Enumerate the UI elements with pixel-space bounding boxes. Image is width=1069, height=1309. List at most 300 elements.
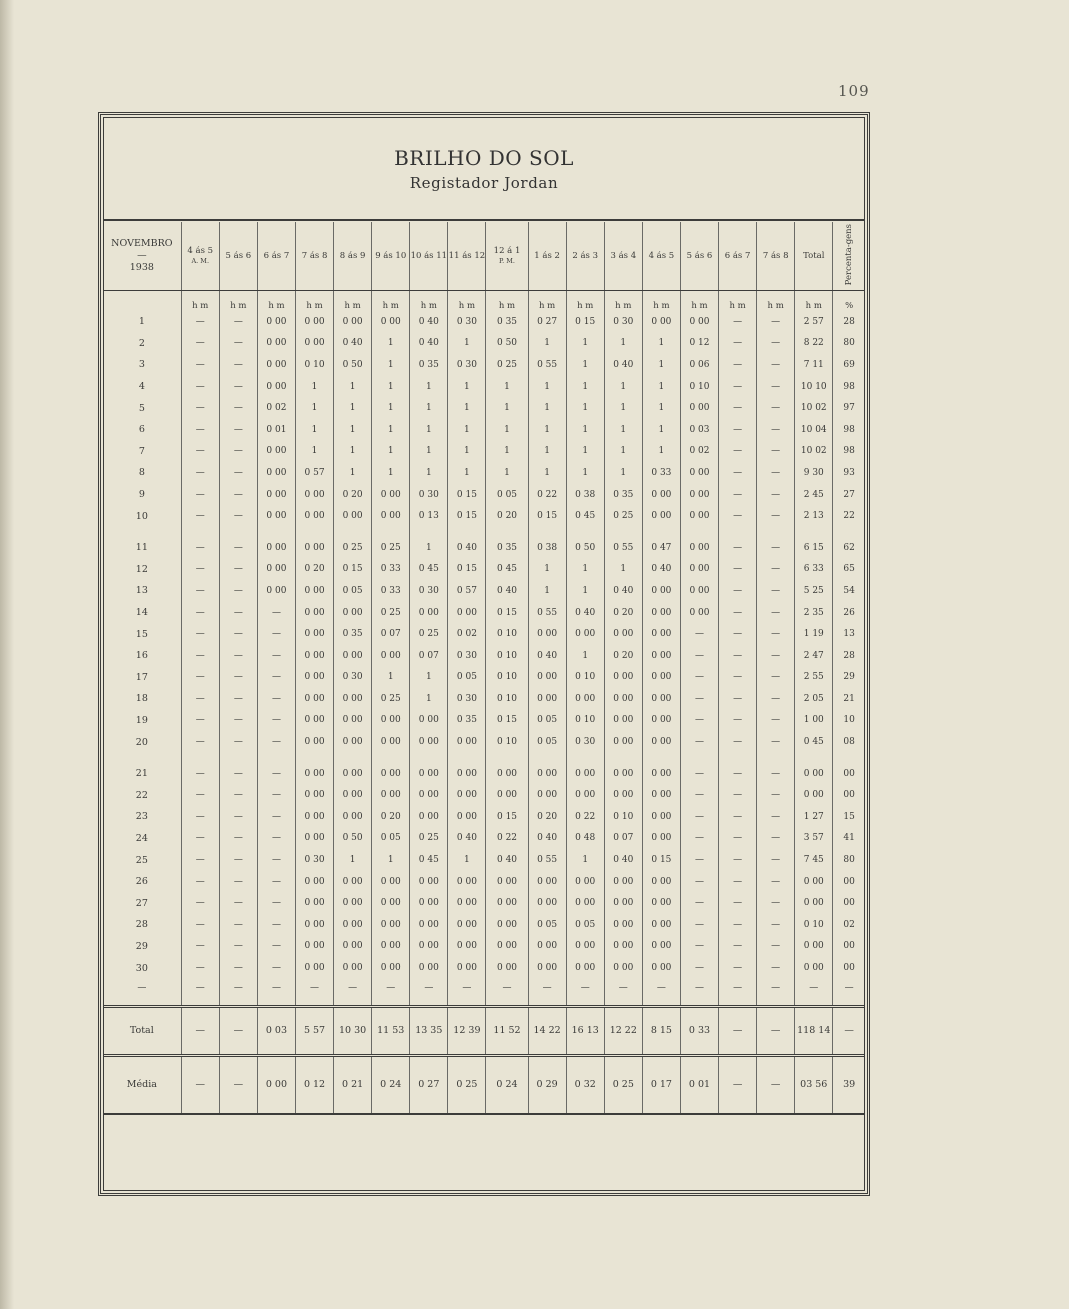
value-cell: — bbox=[757, 645, 795, 667]
value-cell: 0 57 bbox=[448, 580, 486, 602]
media-value: 0 24 bbox=[486, 1055, 528, 1114]
table-row bbox=[103, 419, 865, 441]
value-cell: 28 bbox=[833, 311, 865, 333]
value-cell: — bbox=[181, 537, 219, 559]
value-cell: — bbox=[181, 828, 219, 850]
value-cell: — bbox=[257, 645, 295, 667]
media-value: 0 24 bbox=[372, 1055, 410, 1114]
value-cell: — bbox=[181, 667, 219, 689]
value-cell: 2 57 bbox=[795, 311, 833, 333]
value-cell: 0 30 bbox=[334, 667, 372, 689]
day-cell: 9 bbox=[138, 489, 145, 501]
group-spacer bbox=[103, 753, 865, 763]
spacer-cell bbox=[833, 753, 865, 763]
table-row bbox=[103, 537, 865, 559]
value-cell: — bbox=[181, 441, 219, 463]
value-cell: 1 bbox=[486, 419, 528, 441]
value-cell: — bbox=[219, 376, 257, 398]
unit-label: h m bbox=[410, 291, 448, 312]
value-cell: 0 00 bbox=[372, 645, 410, 667]
hour-header-label: 6 ás 7 bbox=[263, 251, 290, 261]
value-cell: 0 00 bbox=[680, 505, 718, 527]
value-cell: 0 40 bbox=[642, 559, 680, 581]
value-cell: 0 25 bbox=[410, 623, 448, 645]
value-cell: 1 bbox=[448, 849, 486, 871]
value-cell: — bbox=[257, 623, 295, 645]
value-cell: 0 05 bbox=[528, 914, 566, 936]
table-row bbox=[103, 784, 865, 806]
value-cell: 0 22 bbox=[528, 484, 566, 506]
value-cell: 0 00 bbox=[528, 688, 566, 710]
value-cell: 0 00 bbox=[257, 484, 295, 506]
value-cell: — bbox=[719, 849, 757, 871]
media-value: 0 27 bbox=[410, 1055, 448, 1114]
value-cell: 0 06 bbox=[680, 354, 718, 376]
value-cell: — bbox=[680, 892, 718, 914]
value-cell: 0 10 bbox=[486, 645, 528, 667]
hour-header bbox=[257, 222, 295, 291]
spacer-cell bbox=[528, 997, 566, 1007]
value-cell: — bbox=[219, 688, 257, 710]
value-cell: — bbox=[219, 333, 257, 355]
value-cell: — bbox=[181, 580, 219, 602]
value-cell: — bbox=[219, 667, 257, 689]
total-value: 11 52 bbox=[486, 1006, 528, 1055]
title-divider bbox=[103, 219, 865, 221]
separator-row bbox=[103, 997, 865, 1007]
value-cell: 0 00 bbox=[528, 936, 566, 958]
value-cell: — bbox=[757, 936, 795, 958]
day-cell: 10 bbox=[135, 510, 148, 522]
day-cell: 7 bbox=[138, 445, 145, 457]
hour-header-label: 4 ás 5 bbox=[187, 246, 214, 256]
value-cell: 1 bbox=[528, 559, 566, 581]
value-cell: 1 bbox=[372, 441, 410, 463]
value-cell: 0 00 bbox=[372, 871, 410, 893]
value-cell: 1 bbox=[528, 397, 566, 419]
value-cell: 0 10 bbox=[604, 806, 642, 828]
value-cell: 1 bbox=[372, 333, 410, 355]
value-cell: 1 bbox=[642, 419, 680, 441]
value-cell: 0 33 bbox=[372, 580, 410, 602]
value-cell: — bbox=[181, 311, 219, 333]
value-cell: 0 00 bbox=[642, 602, 680, 624]
value-cell: 6 33 bbox=[795, 559, 833, 581]
value-cell: — bbox=[680, 849, 718, 871]
value-cell: 0 00 bbox=[257, 311, 295, 333]
value-cell: — bbox=[181, 376, 219, 398]
value-cell: 1 bbox=[448, 333, 486, 355]
value-cell: 0 40 bbox=[334, 333, 372, 355]
value-cell: — bbox=[719, 333, 757, 355]
value-cell: 0 00 bbox=[680, 537, 718, 559]
value-cell: — bbox=[719, 936, 757, 958]
value-cell: 0 40 bbox=[410, 333, 448, 355]
value-cell: 0 45 bbox=[410, 559, 448, 581]
value-cell: 0 10 bbox=[486, 667, 528, 689]
value-cell: 65 bbox=[833, 559, 865, 581]
value-cell: 97 bbox=[833, 397, 865, 419]
media-value: 0 21 bbox=[334, 1055, 372, 1114]
unit-label: h m bbox=[257, 291, 295, 312]
value-cell: 1 bbox=[528, 441, 566, 463]
value-cell: 0 00 bbox=[486, 784, 528, 806]
value-cell: 0 00 bbox=[295, 688, 333, 710]
day-cell: 2 bbox=[138, 337, 145, 349]
value-cell: 1 bbox=[486, 376, 528, 398]
value-cell: — bbox=[181, 419, 219, 441]
value-cell: 5 25 bbox=[795, 580, 833, 602]
value-cell: 1 bbox=[604, 462, 642, 484]
value-cell: 1 bbox=[566, 462, 604, 484]
value-cell: 98 bbox=[833, 376, 865, 398]
value-cell: 7 11 bbox=[795, 354, 833, 376]
value-cell: 0 00 bbox=[257, 505, 295, 527]
value-cell: — bbox=[719, 806, 757, 828]
value-cell: 2 35 bbox=[795, 602, 833, 624]
value-cell: — bbox=[181, 602, 219, 624]
value-cell: 0 25 bbox=[486, 354, 528, 376]
day-cell: 30 bbox=[135, 962, 148, 974]
header-row bbox=[103, 222, 865, 291]
value-cell: 0 45 bbox=[795, 731, 833, 753]
value-cell: 0 10 bbox=[566, 710, 604, 732]
value-cell: 0 00 bbox=[642, 892, 680, 914]
value-cell: 0 05 bbox=[334, 580, 372, 602]
value-cell: 0 00 bbox=[795, 957, 833, 979]
value-cell: 0 00 bbox=[372, 311, 410, 333]
spacer-cell bbox=[181, 753, 219, 763]
media-value: — bbox=[757, 1055, 795, 1114]
value-cell: 1 bbox=[448, 441, 486, 463]
value-cell: — bbox=[719, 559, 757, 581]
table-row bbox=[103, 580, 865, 602]
value-cell: 0 00 bbox=[448, 602, 486, 624]
media-value: — bbox=[219, 1055, 257, 1114]
value-cell: 0 02 bbox=[680, 441, 718, 463]
spacer-cell bbox=[295, 527, 333, 537]
value-cell: 1 bbox=[410, 688, 448, 710]
value-cell: 0 40 bbox=[486, 849, 528, 871]
value-cell: — bbox=[757, 505, 795, 527]
value-cell: 0 00 bbox=[334, 311, 372, 333]
value-cell: 0 00 bbox=[295, 484, 333, 506]
value-cell: 0 00 bbox=[295, 602, 333, 624]
unit-label: h m bbox=[604, 291, 642, 312]
value-cell: 0 38 bbox=[528, 537, 566, 559]
value-cell: 0 13 bbox=[410, 505, 448, 527]
value-cell: 0 00 bbox=[257, 580, 295, 602]
value-cell: — bbox=[757, 484, 795, 506]
value-cell: 0 25 bbox=[372, 602, 410, 624]
dash-cell: — bbox=[410, 979, 448, 997]
value-cell: — bbox=[719, 537, 757, 559]
value-cell: — bbox=[680, 667, 718, 689]
value-cell: 0 00 bbox=[604, 763, 642, 785]
value-cell: 0 40 bbox=[566, 602, 604, 624]
dash-cell: — bbox=[334, 979, 372, 997]
total-value: 10 30 bbox=[334, 1006, 372, 1055]
value-cell: — bbox=[757, 354, 795, 376]
value-cell: 1 bbox=[334, 462, 372, 484]
hour-header-label: 8 ás 9 bbox=[339, 251, 366, 261]
table-row bbox=[103, 871, 865, 893]
value-cell: — bbox=[219, 397, 257, 419]
value-cell: 69 bbox=[833, 354, 865, 376]
value-cell: 0 00 bbox=[604, 914, 642, 936]
value-cell: 0 00 bbox=[448, 957, 486, 979]
value-cell: 0 00 bbox=[334, 806, 372, 828]
value-cell: — bbox=[181, 397, 219, 419]
value-cell: — bbox=[757, 828, 795, 850]
day-cell: 19 bbox=[135, 714, 148, 726]
value-cell: 0 00 bbox=[295, 763, 333, 785]
hour-header-period: P. M. bbox=[499, 257, 515, 265]
dash-cell: — bbox=[372, 979, 410, 997]
value-cell: — bbox=[219, 763, 257, 785]
value-cell: 1 bbox=[604, 419, 642, 441]
media-value: 0 01 bbox=[680, 1055, 718, 1114]
dash-cell: — bbox=[137, 982, 147, 993]
value-cell: 1 bbox=[410, 419, 448, 441]
value-cell: 0 10 bbox=[486, 623, 528, 645]
spacer-cell bbox=[334, 997, 372, 1007]
day-cell: 3 bbox=[138, 359, 145, 371]
value-cell: 1 bbox=[295, 376, 333, 398]
table-row bbox=[103, 892, 865, 914]
value-cell: 0 00 bbox=[486, 936, 528, 958]
value-cell: 0 05 bbox=[372, 828, 410, 850]
value-cell: 0 00 bbox=[410, 731, 448, 753]
value-cell: 0 50 bbox=[566, 537, 604, 559]
day-cell: 22 bbox=[135, 789, 148, 801]
total-value: — bbox=[219, 1006, 257, 1055]
value-cell: 0 00 bbox=[448, 806, 486, 828]
value-cell: — bbox=[181, 333, 219, 355]
value-cell: — bbox=[680, 763, 718, 785]
value-cell: — bbox=[757, 580, 795, 602]
value-cell: 0 30 bbox=[410, 484, 448, 506]
value-cell: — bbox=[181, 784, 219, 806]
value-cell: 0 00 bbox=[604, 871, 642, 893]
value-cell: 10 02 bbox=[795, 441, 833, 463]
table-row bbox=[103, 559, 865, 581]
table-row bbox=[103, 484, 865, 506]
value-cell: 1 bbox=[528, 376, 566, 398]
value-cell: 1 bbox=[372, 849, 410, 871]
spacer-cell bbox=[219, 527, 257, 537]
value-cell: 0 15 bbox=[642, 849, 680, 871]
value-cell: 1 bbox=[566, 333, 604, 355]
value-cell: — bbox=[757, 311, 795, 333]
spacer-cell bbox=[642, 997, 680, 1007]
value-cell: 1 bbox=[642, 441, 680, 463]
value-cell: 0 30 bbox=[448, 645, 486, 667]
value-cell: — bbox=[181, 710, 219, 732]
media-value: 0 32 bbox=[566, 1055, 604, 1114]
value-cell: 0 00 bbox=[528, 784, 566, 806]
sunshine-table bbox=[103, 222, 865, 1115]
value-cell: — bbox=[757, 441, 795, 463]
value-cell: 0 30 bbox=[566, 731, 604, 753]
value-cell: 0 22 bbox=[566, 806, 604, 828]
media-value: 0 25 bbox=[604, 1055, 642, 1114]
value-cell: 0 00 bbox=[448, 914, 486, 936]
spacer-cell bbox=[410, 527, 448, 537]
value-cell: 0 00 bbox=[410, 602, 448, 624]
media-row bbox=[103, 1055, 865, 1114]
value-cell: 62 bbox=[833, 537, 865, 559]
hour-header bbox=[680, 222, 718, 291]
value-cell: 0 00 bbox=[372, 914, 410, 936]
value-cell: 0 10 bbox=[680, 376, 718, 398]
value-cell: 41 bbox=[833, 828, 865, 850]
value-cell: 0 00 bbox=[642, 731, 680, 753]
value-cell: — bbox=[219, 936, 257, 958]
total-value: 12 22 bbox=[604, 1006, 642, 1055]
value-cell: 0 55 bbox=[528, 849, 566, 871]
value-cell: 0 33 bbox=[372, 559, 410, 581]
value-cell: — bbox=[719, 580, 757, 602]
spacer-cell bbox=[219, 753, 257, 763]
media-label: Média bbox=[103, 1055, 181, 1114]
dash-cell: — bbox=[528, 979, 566, 997]
value-cell: 0 00 bbox=[604, 623, 642, 645]
value-cell: — bbox=[757, 784, 795, 806]
value-cell: — bbox=[719, 505, 757, 527]
unit-label: % bbox=[833, 291, 865, 312]
total-value: 118 14 bbox=[795, 1006, 833, 1055]
value-cell: 0 02 bbox=[448, 623, 486, 645]
spacer-cell bbox=[566, 997, 604, 1007]
value-cell: 1 bbox=[295, 419, 333, 441]
dash-cell: — bbox=[448, 979, 486, 997]
value-cell: — bbox=[757, 462, 795, 484]
value-cell: 0 35 bbox=[334, 623, 372, 645]
dash-cell: — bbox=[757, 979, 795, 997]
value-cell: — bbox=[757, 333, 795, 355]
spacer-cell bbox=[448, 997, 486, 1007]
value-cell: 0 00 bbox=[642, 505, 680, 527]
value-cell: 0 00 bbox=[334, 505, 372, 527]
value-cell: — bbox=[257, 806, 295, 828]
hour-header-label: 6 ás 7 bbox=[724, 251, 751, 261]
value-cell: 0 07 bbox=[410, 645, 448, 667]
value-cell: 0 40 bbox=[448, 828, 486, 850]
value-cell: 0 05 bbox=[528, 710, 566, 732]
value-cell: — bbox=[719, 784, 757, 806]
day-cell: 23 bbox=[135, 811, 148, 823]
value-cell: 1 bbox=[566, 397, 604, 419]
unit-label: h m bbox=[334, 291, 372, 312]
value-cell: 0 00 bbox=[372, 936, 410, 958]
value-cell: 10 bbox=[833, 710, 865, 732]
value-cell: 1 bbox=[642, 397, 680, 419]
value-cell: 0 00 bbox=[257, 354, 295, 376]
value-cell: — bbox=[719, 484, 757, 506]
value-cell: 0 40 bbox=[528, 645, 566, 667]
percent-header bbox=[833, 222, 865, 291]
spacer-cell bbox=[566, 527, 604, 537]
hour-header-label: 3 ás 4 bbox=[610, 251, 637, 261]
page-title: BRILHO DO SOL bbox=[394, 146, 574, 170]
value-cell: 0 00 bbox=[566, 936, 604, 958]
value-cell: 0 00 bbox=[642, 936, 680, 958]
value-cell: 0 00 bbox=[566, 871, 604, 893]
value-cell: — bbox=[757, 397, 795, 419]
value-cell: 0 01 bbox=[257, 419, 295, 441]
value-cell: 0 30 bbox=[410, 580, 448, 602]
table-row bbox=[103, 763, 865, 785]
value-cell: 0 55 bbox=[528, 354, 566, 376]
spacer-cell bbox=[181, 997, 219, 1007]
spacer-cell bbox=[257, 997, 295, 1007]
value-cell: — bbox=[219, 505, 257, 527]
value-cell: 1 bbox=[528, 580, 566, 602]
value-cell: 0 40 bbox=[528, 828, 566, 850]
value-cell: — bbox=[757, 602, 795, 624]
value-cell: 0 27 bbox=[528, 311, 566, 333]
total-row bbox=[103, 1006, 865, 1055]
units-spacer bbox=[103, 291, 181, 312]
value-cell: — bbox=[680, 784, 718, 806]
value-cell: — bbox=[219, 602, 257, 624]
spacer-cell bbox=[257, 753, 295, 763]
value-cell: 1 bbox=[334, 397, 372, 419]
value-cell: 13 bbox=[833, 623, 865, 645]
value-cell: 1 bbox=[448, 376, 486, 398]
value-cell: — bbox=[719, 914, 757, 936]
spacer-cell bbox=[719, 527, 757, 537]
value-cell: — bbox=[719, 892, 757, 914]
media-value: — bbox=[719, 1055, 757, 1114]
day-cell: 16 bbox=[135, 650, 148, 662]
value-cell: — bbox=[257, 763, 295, 785]
value-cell: 0 00 bbox=[257, 462, 295, 484]
value-cell: 1 bbox=[410, 397, 448, 419]
value-cell: — bbox=[219, 484, 257, 506]
value-cell: 0 15 bbox=[486, 710, 528, 732]
spacer-cell bbox=[604, 997, 642, 1007]
value-cell: 1 bbox=[372, 354, 410, 376]
value-cell: 0 00 bbox=[257, 559, 295, 581]
hour-header bbox=[448, 222, 486, 291]
value-cell: 1 bbox=[604, 333, 642, 355]
day-cell: 28 bbox=[135, 919, 148, 931]
value-cell: 54 bbox=[833, 580, 865, 602]
table-row bbox=[103, 354, 865, 376]
media-value: 39 bbox=[833, 1055, 865, 1114]
spacer-cell bbox=[566, 753, 604, 763]
value-cell: — bbox=[257, 602, 295, 624]
value-cell: 0 05 bbox=[448, 667, 486, 689]
value-cell: 1 bbox=[528, 462, 566, 484]
spacer-cell bbox=[295, 997, 333, 1007]
hour-header-label: 4 ás 5 bbox=[648, 251, 675, 261]
hour-header-label: 5 ás 6 bbox=[225, 251, 252, 261]
value-cell: — bbox=[219, 441, 257, 463]
month-header bbox=[103, 222, 181, 291]
value-cell: — bbox=[219, 623, 257, 645]
value-cell: — bbox=[680, 828, 718, 850]
value-cell: 0 10 bbox=[486, 731, 528, 753]
value-cell: 00 bbox=[833, 957, 865, 979]
value-cell: 0 30 bbox=[448, 354, 486, 376]
value-cell: 1 bbox=[566, 441, 604, 463]
percent-header-label: Percenta-gens bbox=[844, 223, 855, 286]
value-cell: — bbox=[719, 957, 757, 979]
value-cell: 1 00 bbox=[795, 710, 833, 732]
